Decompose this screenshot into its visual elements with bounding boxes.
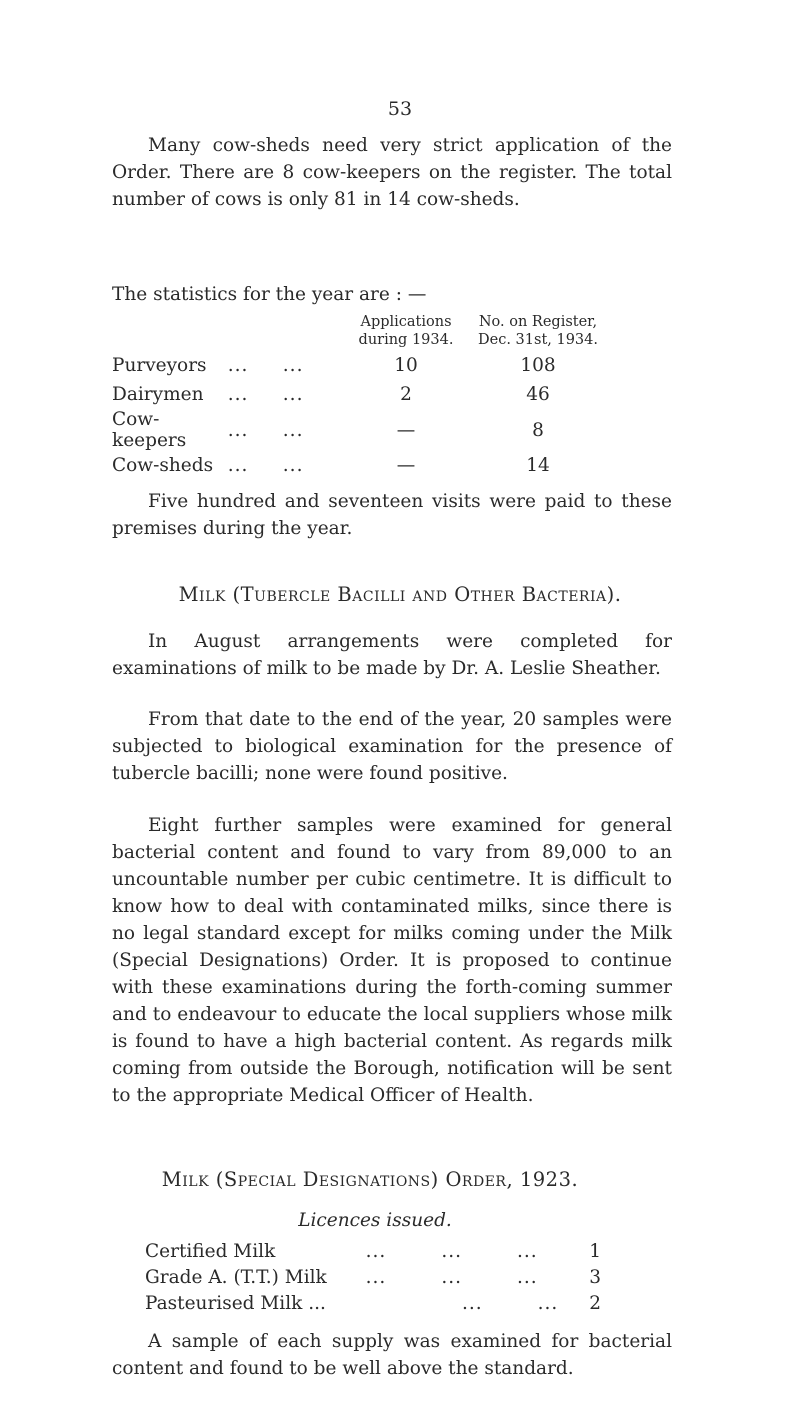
row-register: 46 — [526, 384, 550, 405]
august-paragraph: In August arrangements were completed for examinations of milk to be made by Dr. A. Leslie Sheather. — [112, 631, 672, 679]
intro-paragraph: Many cow-sheds need very strict application of the Order. There are 8 cow-keepers on the register. The total number of cows is only 81 in 14 cow-sheds. — [112, 135, 672, 210]
row-applications: — — [396, 455, 416, 476]
row-label: Cow-keepers — [112, 409, 187, 451]
header-applications: Applications during 1934. — [358, 314, 454, 348]
leader-dots: ... ... — [214, 384, 304, 405]
eight-samples-paragraph: Eight further samples were examined for general bacterial content and found to vary from 89,000 to an uncountable number per cubic centimetre. It is difficult to know how to deal with contaminated milks, since there is no legal standard except for milks coming under the Milk (Special Designations) Order. It is proposed to continue with these examinations during the forth-coming summer and to endeavour to educate the local suppliers whose milk is found to have a high bacterial content. As regards milk coming from outside the Borough, notification will be sent to the appropriate Medical Officer of Health. — [112, 815, 672, 1106]
licence-value: 1 — [589, 1240, 601, 1262]
table-row — [145, 1238, 601, 1264]
licence-label: Grade A. (T.T.) Milk — [145, 1266, 327, 1288]
row-label: Purveyors — [112, 355, 207, 376]
leader-dots: ... ... — [214, 455, 304, 476]
licence-value: 3 — [589, 1266, 601, 1288]
row-register: 14 — [526, 455, 550, 476]
leader-dots: ... ... — [214, 355, 304, 376]
row-applications: 10 — [394, 355, 418, 376]
licence-label: Pasteurised Milk ... — [145, 1292, 326, 1314]
milk-heading: Milk (Tubercle Bacilli and Other Bacteria). — [178, 583, 622, 606]
table-row — [112, 409, 610, 451]
header-register: No. on Register, Dec. 31st, 1934. — [478, 314, 598, 348]
table-row — [112, 351, 610, 380]
statistics-header-row — [112, 312, 610, 351]
row-applications: — — [396, 419, 416, 441]
row-applications: 2 — [400, 384, 412, 405]
leader-dots: ... ... ... — [345, 1266, 538, 1288]
licences-title: Licences issued. — [298, 1210, 452, 1231]
row-label: Cow-sheds — [112, 455, 214, 476]
row-label: Dairymen — [112, 384, 204, 405]
leader-dots: ... ... ... — [345, 1240, 538, 1262]
final-paragraph: A sample of each supply was examined for bacterial content and found to be well above the standard. — [112, 1331, 672, 1379]
licence-label: Certified Milk — [145, 1240, 276, 1262]
licences-table — [145, 1238, 601, 1316]
samples-paragraph: From that date to the end of the year, 20 samples were subjected to biological examination for the presence of tubercle bacilli; none were found positive. — [112, 709, 672, 784]
row-register: 8 — [532, 419, 544, 441]
table-row — [112, 380, 610, 409]
stats-intro: The statistics for the year are : — — [112, 284, 427, 305]
order-heading: Milk (Special Designations) Order, 1923. — [161, 1168, 579, 1191]
row-register: 108 — [520, 355, 556, 376]
table-row — [145, 1264, 601, 1290]
table-row — [112, 451, 610, 480]
visits-paragraph: Five hundred and seventeen visits were paid to these premises during the year. — [112, 491, 672, 539]
table-row — [145, 1290, 601, 1316]
statistics-table — [112, 312, 610, 480]
page-number: 53 — [387, 98, 413, 120]
licence-value: 2 — [589, 1292, 601, 1314]
leader-dots: ... ... — [214, 419, 304, 441]
leader-dots: ... ... — [345, 1292, 559, 1314]
